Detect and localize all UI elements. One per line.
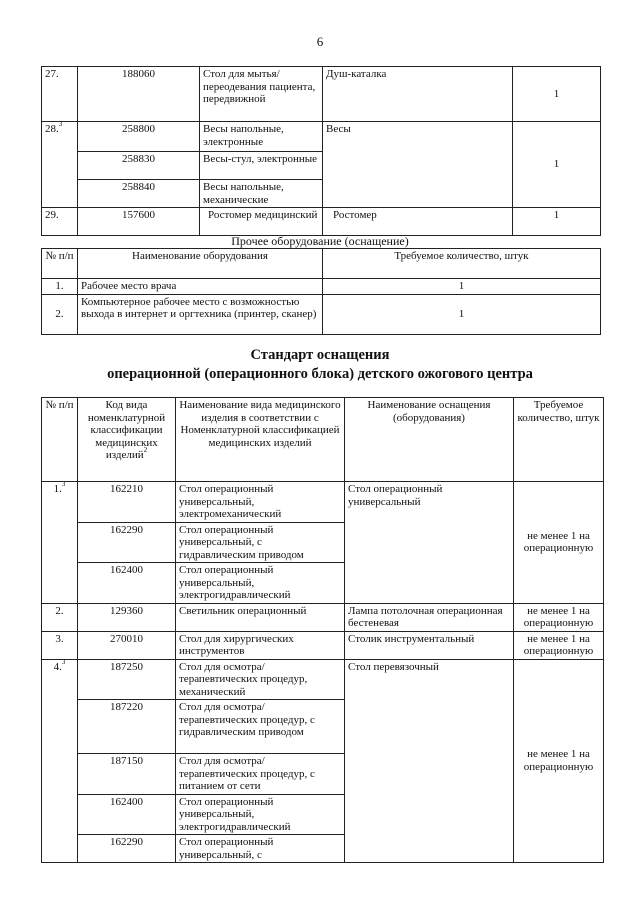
- equipment-name-cell: Стол перевязочный: [345, 659, 514, 863]
- device-name-cell: Стол для осмотра/терапевтических процедур, с гидравлическим приводом: [176, 700, 345, 754]
- standard-title-line-1: Стандарт оснащения: [250, 347, 390, 363]
- equipment-name-cell: Душ-каталка: [323, 67, 513, 122]
- code-cell: 258830: [78, 152, 200, 180]
- code-cell: 270010: [78, 631, 176, 659]
- code-cell: 129360: [78, 603, 176, 631]
- row-number: 4.$^3$: [42, 659, 78, 863]
- standard-title-line-2: операционной (операционного блока) детского ожогового центра: [107, 366, 533, 382]
- header-num: № п/п: [42, 249, 78, 279]
- table-row: [42, 208, 601, 236]
- equipment-name-cell: Ростомер: [323, 208, 513, 236]
- other-equipment-table: [41, 248, 601, 335]
- equipment-table-continuation: [41, 66, 601, 236]
- quantity-cell: 1: [323, 279, 601, 295]
- equipment-name-cell: Лампа потолочная операционная бестеневая: [345, 603, 514, 631]
- row-number: 2.: [42, 603, 78, 631]
- code-cell: 187250: [78, 659, 176, 700]
- quantity-cell: 1: [513, 122, 601, 208]
- header-code: Код вида номенклатурной классификации медицинских изделий$^2$: [78, 398, 176, 482]
- header-num: № п/п: [42, 398, 78, 482]
- code-cell: 162290: [78, 522, 176, 563]
- table-header-row: [42, 398, 604, 482]
- code-cell: 187220: [78, 700, 176, 754]
- device-name-cell: Стол для осмотра/терапевтических процедур, с питанием от сети: [176, 754, 345, 795]
- equipment-name-cell: Компьютерное рабочее место с возможностью выхода в интернет и оргтехника (принтер, сканер): [78, 294, 323, 334]
- row-number: 28.$^3$: [42, 122, 78, 208]
- code-cell: 187150: [78, 754, 176, 795]
- row-number: 1.: [42, 279, 78, 295]
- device-name-cell: Весы-стул, электронные: [200, 152, 323, 180]
- header-name: Наименование оборудования: [78, 249, 323, 279]
- code-cell: 162400: [78, 563, 176, 604]
- table-row: [42, 122, 601, 152]
- header-quantity: Требуемое количество, штук: [514, 398, 604, 482]
- code-cell: 258840: [78, 180, 200, 208]
- table-row: [42, 631, 604, 659]
- quantity-cell: 1: [513, 67, 601, 122]
- code-cell: 162400: [78, 794, 176, 835]
- device-name-cell: Весы напольные, электронные: [200, 122, 323, 152]
- quantity-cell: не менее 1 на операционную: [514, 631, 604, 659]
- code-cell: 157600: [78, 208, 200, 236]
- quantity-cell: 1: [513, 208, 601, 236]
- equipment-name-cell: Весы: [323, 122, 513, 208]
- device-name-cell: Стол операционный универсальный, электрогидравлический: [176, 563, 345, 604]
- device-name-cell: Стол для хирургических инструментов: [176, 631, 345, 659]
- equipment-name-cell: Стол операционный универсальный: [345, 482, 514, 604]
- device-name-cell: Стол операционный универсальный, электрогидравлический: [176, 794, 345, 835]
- code-cell: 188060: [78, 67, 200, 122]
- code-cell: 258800: [78, 122, 200, 152]
- table-row: [42, 659, 604, 700]
- device-name-cell: Стол операционный универсальный, с: [176, 835, 345, 863]
- quantity-cell: не менее 1 на операционную: [514, 659, 604, 863]
- row-number: 27.: [42, 67, 78, 122]
- header-equipment-name: Наименование оснащения (оборудования): [345, 398, 514, 482]
- table-row: [42, 279, 601, 295]
- table-row: [42, 482, 604, 523]
- device-name-cell: Стол для осмотра/терапевтических процедур, механический: [176, 659, 345, 700]
- table-row: [42, 67, 601, 122]
- page-number: 6: [316, 34, 324, 49]
- quantity-cell: 1: [323, 294, 601, 334]
- device-name-cell: Ростомер медицинский: [200, 208, 323, 236]
- device-name-cell: Стол операционный универсальный, электромеханический: [176, 482, 345, 523]
- device-name-cell: Стол операционный универсальный, с гидравлическим приводом: [176, 522, 345, 563]
- quantity-cell: не менее 1 на операционную: [514, 482, 604, 604]
- equipment-name-cell: Рабочее место врача: [78, 279, 323, 295]
- device-name-cell: Весы напольные, механические: [200, 180, 323, 208]
- code-cell: 162210: [78, 482, 176, 523]
- row-number: 3.: [42, 631, 78, 659]
- equipment-name-cell: Столик инструментальный: [345, 631, 514, 659]
- device-name-cell: Светильник операционный: [176, 603, 345, 631]
- code-cell: 162290: [78, 835, 176, 863]
- row-number: 2.: [42, 294, 78, 334]
- header-quantity: Требуемое количество, штук: [323, 249, 601, 279]
- operating-room-standard-table: [41, 397, 604, 863]
- table-row: [42, 294, 601, 334]
- header-device-name: Наименование вида медицинского изделия в соответствии с Номенклатурной классификацией медицинских изделий: [176, 398, 345, 482]
- device-name-cell: Стол для мытья/переодевания пациента, передвижной: [200, 67, 323, 122]
- quantity-cell: не менее 1 на операционную: [514, 603, 604, 631]
- other-equipment-caption: Прочее оборудование (оснащение): [231, 234, 409, 248]
- table-header-row: [42, 249, 601, 279]
- table-row: [42, 603, 604, 631]
- row-number: 29.: [42, 208, 78, 236]
- row-number: 1.$^3$: [42, 482, 78, 604]
